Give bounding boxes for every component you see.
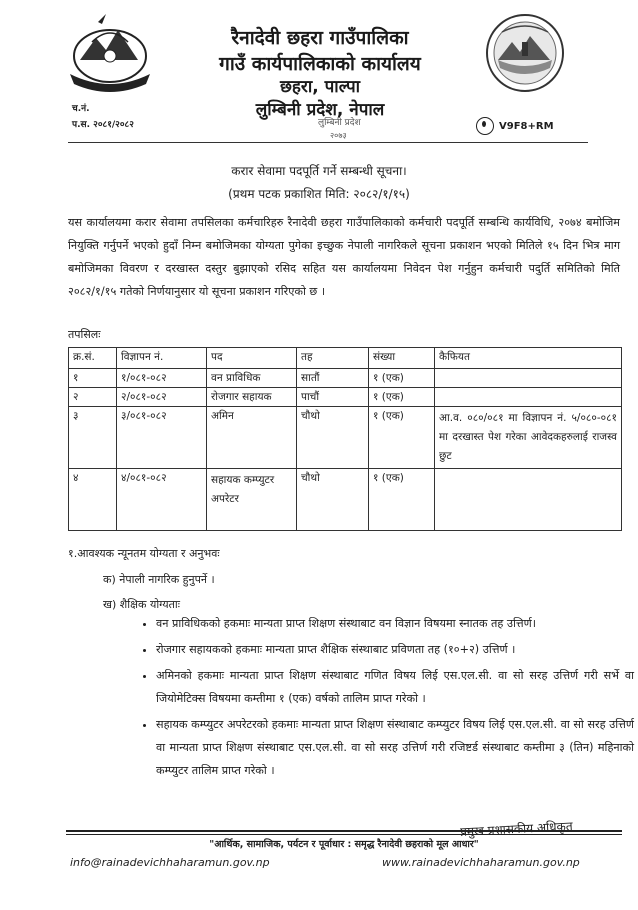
table-cell: आ.व. ०८०/०८१ मा विज्ञापन नं. ५/०८०-०८१ मा दरखास्त पेश गरेका आवेदकहरुलाई राजस्व छुट — [435, 407, 622, 469]
table-cell: २/०८१-०८२ — [117, 388, 207, 407]
signatory-title: प्रमुख प्रशासकीय अधिकृत — [459, 819, 573, 839]
list-item: • अमिनको हकमाः मान्यता प्राप्त शिक्षण संस्थाबाट गणित विषय लिई एस.एल.सी. वा सो सरह उत्तिर्ण गरी सर्भे वा जियोमेटिक्स विषयमा कम्तीमा १ (एक) वर्षको तालिम प्राप्त गरेको । — [156, 664, 634, 710]
footer-email: info@rainadevichhaharamun.gov.np — [70, 856, 270, 869]
col-count: संख्या — [369, 348, 435, 369]
plus-code — [476, 117, 554, 135]
table-cell: १ (एक) — [369, 469, 435, 531]
stamp-text: लुम्बिनी प्रदेश — [318, 118, 361, 128]
vacancy-table — [68, 347, 622, 531]
plus-code-text: V9F8+RM — [499, 120, 554, 132]
header-divider — [68, 142, 588, 143]
table-cell: ३ — [69, 407, 117, 469]
footer-website: www.rainadevichhaharamun.gov.np — [382, 856, 580, 869]
footer-motto: "आर्थिक, सामाजिक, पर्यटन र पूर्वाधार : समृद्ध रैनादेवी छहराको मूल आधार" — [209, 839, 479, 850]
footer-divider-thin — [66, 834, 622, 835]
table-cell — [435, 369, 622, 388]
col-remarks: कैफियत — [435, 348, 622, 369]
requirements-heading: १.आवश्यक न्यूनतम योग्यता र अनुभवः — [68, 547, 220, 560]
office-location: छहरा, पाल्पा — [279, 77, 361, 97]
table-cell: चौथो — [297, 407, 369, 469]
col-level: तह — [297, 348, 369, 369]
footer-divider-thick — [66, 830, 622, 832]
table-row — [69, 369, 622, 388]
table-cell: अमिन — [207, 407, 297, 469]
table-cell: १/०८१-०८२ — [117, 369, 207, 388]
table-cell: ३/०८१-०८२ — [117, 407, 207, 469]
stamp-year: २०७३ — [330, 131, 347, 140]
table-cell — [435, 469, 622, 531]
province-name: लुम्बिनी प्रदेश, नेपाल — [255, 100, 385, 120]
nepal-emblem-icon — [62, 12, 158, 96]
location-pin-icon — [476, 117, 494, 135]
office-name: गाउँ कार्यपालिकाको कार्यालय — [219, 53, 421, 75]
col-post: पद — [207, 348, 297, 369]
table-cell: १ (एक) — [369, 388, 435, 407]
table-cell: १ — [69, 369, 117, 388]
table-cell: ४/०८१-०८२ — [117, 469, 207, 531]
table-cell — [435, 388, 622, 407]
table-row — [69, 469, 622, 531]
municipality-logo-icon — [484, 12, 566, 94]
table-cell: ४ — [69, 469, 117, 531]
list-item: • रोजगार सहायकको हकमाः मान्यता प्राप्त शैक्षिक संस्थाबाट प्रविणता तह (१०+२) उत्तिर्ण । — [156, 638, 634, 661]
table-cell: रोजगार सहायक — [207, 388, 297, 407]
qualification-list — [140, 612, 634, 785]
notice-subtitle: (प्रथम पटक प्रकाशित मिति: २०८२/१/१५) — [228, 187, 410, 201]
table-cell: चौथो — [297, 469, 369, 531]
ref-number-label: च.नं. — [72, 104, 90, 114]
list-item: • वन प्राविधिकको हकमाः मान्यता प्राप्त शिक्षण संस्थाबाट वन विज्ञान विषयमा स्नातक तह उत्तिर्ण। — [156, 612, 634, 635]
municipality-name: रैनादेवी छहरा गाउँपालिका — [231, 27, 409, 49]
notice-body: यस कार्यालयमा करार सेवामा तपसिलका कर्मचारिहरु रैनादेवी छहरा गाउँपालिकाको कर्मचारी पदपूर्ति सम्बन्धि कार्यविधि, २०७४ बमोजिम नियुक्ति गर्नुपर्ने भएको हुदाँ निम्न बमोजिमका योग्यता पुगेका इच्छुक नेपाली नागरिकले सूचना प्रकाशन भएको मितिले १५ दिन भित्र माग बमोजिमका विवरण र दरखास्त दस्तुर बुझाएको रसिद सहित यस कार्यालयमा निवेदन पेश गर्नुहुन कर्मचारी पदुर्ति समितिको मिति २०८२/१/१५ गतेको निर्णयानुसार यो सूचना प्रकाशन गरिएको छ । — [68, 216, 620, 298]
table-row — [69, 407, 622, 469]
requirement-citizen: क) नेपाली नागरिक हुनुपर्ने । — [103, 573, 215, 586]
table-cell: पाचौं — [297, 388, 369, 407]
table-cell: वन प्राविधिक — [207, 369, 297, 388]
table-row — [69, 388, 622, 407]
tapasil-label: तपसिलः — [68, 328, 101, 341]
table-cell: १ (एक) — [369, 407, 435, 469]
col-serial: क्र.सं. — [69, 348, 117, 369]
table-header-row — [69, 348, 622, 369]
notice-title: करार सेवामा पदपूर्ति गर्ने सम्बन्धी सूचना। — [231, 164, 407, 178]
table-cell: २ — [69, 388, 117, 407]
table-cell: १ (एक) — [369, 369, 435, 388]
fiscal-year: प.स. २०८१/२०८२ — [72, 120, 134, 130]
col-advert-no: विज्ञापन नं. — [117, 348, 207, 369]
table-cell: सातौं — [297, 369, 369, 388]
list-item: • सहायक कम्प्युटर अपरेटरको हकमाः मान्यता प्राप्त शिक्षण संस्थाबाट कम्प्युटर विषय लिई एस.एल.सी. वा सो सरह उत्तिर्ण वा मान्यता प्राप्त शिक्षण संस्थाबाट एस.एल.सी. वा सो सरह उत्तिर्ण गरी रजिष्टर्ड संस्थाबाट कम्तीमा ३ (तिन) महिनाको कम्प्युटर तालिम प्राप्त गरेको । — [156, 713, 634, 782]
table-cell: सहायक कम्प्युटर अपरेटर — [207, 469, 297, 531]
requirement-education: ख) शैक्षिक योग्यताः — [103, 598, 180, 611]
